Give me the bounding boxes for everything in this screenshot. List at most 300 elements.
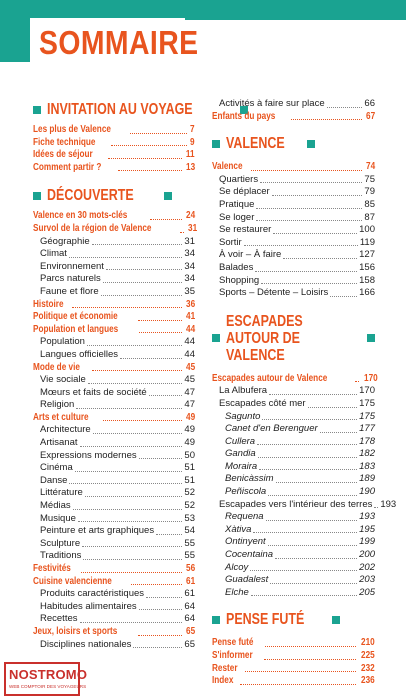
- leader-dots: [81, 572, 182, 573]
- toc-entry-label: Religion: [40, 399, 75, 411]
- leader-dots: [253, 532, 357, 533]
- leader-dots: [120, 358, 182, 359]
- toc-entry-sub: [212, 549, 375, 562]
- bullet-square-icon: [307, 140, 315, 148]
- toc-entry-sub: [33, 639, 195, 652]
- leader-dots: [87, 345, 183, 346]
- toc-entry-label: Quartiers: [219, 173, 259, 185]
- toc-page-number: 36: [185, 298, 195, 310]
- toc-entry-main: [33, 210, 195, 223]
- toc-entry-label: Idées de séjour: [33, 149, 93, 161]
- section-heading: [212, 612, 375, 628]
- toc-entry-sub: [33, 286, 195, 299]
- toc-entry-main: [212, 663, 375, 676]
- toc-entry-label: Environnement: [40, 260, 104, 272]
- toc-entry-main: [33, 299, 195, 312]
- toc-page-number: 182: [359, 448, 375, 460]
- toc-entry-label: Shopping: [219, 274, 260, 286]
- toc-entry-label: Escapades autour de Valence: [212, 372, 328, 384]
- toc-entry-sub: [33, 437, 195, 450]
- toc-page-number: 55: [184, 537, 195, 549]
- toc-entry-sub: [33, 601, 195, 614]
- section-heading: [212, 136, 375, 152]
- toc-entry-label: Recettes: [40, 613, 78, 625]
- toc-left-column: [33, 96, 195, 651]
- leader-dots: [156, 534, 182, 535]
- toc-page-number: 45: [184, 374, 195, 386]
- toc-page-number: 64: [184, 600, 195, 612]
- toc-page-number: 189: [359, 473, 375, 485]
- page-title: SOMMAIRE: [39, 24, 199, 61]
- toc-page-number: 7: [190, 124, 195, 135]
- leader-dots: [93, 433, 183, 434]
- leader-dots: [320, 432, 357, 433]
- toc-page-number: 47: [184, 399, 195, 411]
- leader-dots: [251, 595, 357, 596]
- toc-entry-label: Produits caractéristiques: [40, 588, 145, 600]
- toc-entry-label: Cullera: [225, 435, 256, 447]
- leader-dots: [82, 546, 182, 547]
- leader-dots: [75, 471, 183, 472]
- section-title: [226, 313, 331, 364]
- leader-dots: [133, 647, 182, 648]
- toc-page-number: 195: [359, 523, 375, 535]
- toc-page-number: 156: [359, 261, 375, 273]
- toc-entry-sub: [33, 550, 195, 563]
- toc-entry-sub: [33, 450, 195, 463]
- toc-page-number: 200: [359, 549, 375, 561]
- toc-page-number: 51: [184, 474, 195, 486]
- toc-page-number: 55: [184, 550, 195, 562]
- toc-page-number: 9: [190, 136, 195, 148]
- toc-page-number: 65: [185, 625, 195, 637]
- toc-entry-sub: [212, 212, 375, 225]
- toc-entry-label: Comment partir ?: [33, 161, 102, 173]
- toc-entry-sub: [33, 236, 195, 249]
- toc-entry-main: [212, 675, 375, 688]
- toc-page-number: 190: [359, 486, 375, 498]
- toc-entry-main: [33, 137, 195, 150]
- toc-page-number: 52: [184, 487, 195, 499]
- leader-dots: [269, 394, 357, 395]
- toc-entry-sub: [212, 536, 375, 549]
- toc-page-number: 199: [359, 536, 375, 548]
- toc-entry-sub: [212, 98, 375, 111]
- toc-entry-label: Xàtiva: [225, 523, 252, 535]
- toc-entry-label: Sortir: [219, 236, 242, 248]
- section-title-line1: ESCAPADES: [226, 312, 303, 330]
- toc-page-number: 203: [359, 574, 375, 586]
- toc-entry-sub: [33, 613, 195, 626]
- toc-entry-sub: [33, 500, 195, 513]
- toc-page-number: 170: [363, 372, 378, 384]
- toc-page-number: 49: [184, 437, 195, 449]
- leader-dots: [180, 232, 184, 233]
- toc-entry-main: [212, 637, 375, 650]
- toc-entry-label: Guadalest: [225, 574, 269, 586]
- toc-page-number: 34: [184, 273, 195, 285]
- bullet-square-icon: [212, 616, 220, 624]
- toc-entry-main: [33, 576, 195, 589]
- toc-entry-main: [212, 650, 375, 663]
- toc-entry-sub: [212, 199, 375, 212]
- leader-dots: [272, 195, 363, 196]
- toc-entry-sub: [33, 261, 195, 274]
- toc-page-number: 175: [359, 410, 375, 422]
- toc-entry-sub: [33, 248, 195, 261]
- toc-entry-label: Expressions modernes: [40, 449, 137, 461]
- toc-entry-label: Elche: [225, 586, 249, 598]
- leader-dots: [355, 381, 359, 382]
- toc-entry-sub: [212, 262, 375, 275]
- toc-entry-sub: [212, 562, 375, 575]
- toc-entry-label: Parcs naturels: [40, 273, 101, 285]
- toc-entry-label: Habitudes alimentaires: [40, 600, 137, 612]
- bullet-square-icon: [332, 616, 340, 624]
- toc-entry-label: Alcoy: [225, 561, 249, 573]
- toc-entry-sub: [212, 237, 375, 250]
- toc-entry-label: Les plus de Valence: [33, 124, 111, 135]
- toc-entry-main: [33, 412, 195, 425]
- toc-entry-sub: [212, 385, 375, 398]
- leader-dots: [76, 408, 182, 409]
- toc-entry-label: Escapades côté mer: [219, 397, 306, 409]
- toc-entry-label: Cocentaina: [225, 549, 274, 561]
- bullet-square-icon: [212, 140, 220, 148]
- section-title: VALENCE: [226, 135, 285, 153]
- toc-page-number: 56: [185, 563, 195, 574]
- toc-entry-sub: [33, 387, 195, 400]
- toc-entry-sub: [212, 411, 375, 424]
- toc-entry-main: [33, 324, 195, 337]
- toc-entry-label: Festivités: [33, 563, 71, 574]
- toc-entry-label: Rester: [212, 662, 238, 674]
- toc-page-number: 183: [359, 460, 375, 472]
- leader-dots: [259, 469, 357, 470]
- toc-entry-label: Ontinyent: [225, 536, 266, 548]
- leader-dots: [268, 545, 357, 546]
- toc-page-number: 31: [187, 222, 197, 234]
- leader-dots: [108, 158, 183, 159]
- leader-dots: [240, 684, 356, 685]
- toc-entry-label: Mœurs et faits de société: [40, 386, 147, 398]
- leader-dots: [131, 584, 182, 585]
- toc-entry-sub: [212, 186, 375, 199]
- toc-entry-label: Peñiscola: [225, 486, 267, 498]
- toc-entry-label: Valence: [212, 161, 243, 173]
- section-heading: [212, 313, 375, 364]
- toc-entry-label: Gandia: [225, 448, 256, 460]
- toc-entry-label: Fiche technique: [33, 136, 96, 148]
- section-heading: [33, 102, 195, 118]
- leader-dots: [150, 219, 182, 220]
- logo-tagline: WEB COMPTOIR DES VOYAGEURS: [9, 684, 87, 689]
- toc-page-number: 47: [184, 386, 195, 398]
- toc-entry-main: [33, 149, 195, 162]
- toc-entry-label: Pense futé: [212, 637, 254, 649]
- toc-page-number: 11: [186, 149, 195, 161]
- toc-page-number: 52: [184, 500, 195, 512]
- toc-entry-label: Se loger: [219, 211, 255, 223]
- toc-entry-sub: [33, 525, 195, 538]
- leader-dots: [276, 482, 358, 483]
- leader-dots: [270, 583, 357, 584]
- toc-entry-label: Cuisine valencienne: [33, 575, 112, 587]
- bullet-square-icon: [33, 106, 41, 114]
- toc-page-number: 166: [359, 287, 375, 299]
- toc-entry-main: [33, 311, 195, 324]
- toc-entry-label: Climat: [40, 248, 67, 260]
- toc-entry-sub: [212, 224, 375, 237]
- toc-page-number: 13: [185, 161, 195, 173]
- toc-page-number: 75: [364, 173, 375, 185]
- leader-dots: [103, 282, 183, 283]
- toc-page-number: 127: [359, 249, 375, 261]
- leader-dots: [268, 495, 357, 496]
- toc-page-number: 45: [185, 361, 195, 373]
- leader-dots: [244, 245, 358, 246]
- leader-dots: [273, 233, 357, 234]
- leader-dots: [80, 446, 183, 447]
- toc-entry-label: À voir – À faire: [219, 249, 282, 261]
- toc-entry-sub: [212, 587, 375, 600]
- toc-entry-label: Arts et culture: [33, 411, 89, 423]
- toc-entry-sub: [212, 574, 375, 587]
- toc-page-number: 61: [184, 588, 195, 600]
- toc-page-number: 64: [184, 613, 195, 625]
- leader-dots: [257, 444, 357, 445]
- toc-entry-label: Géographie: [40, 235, 90, 247]
- toc-entry-sub: [33, 475, 195, 488]
- toc-page-number: 24: [185, 210, 195, 222]
- toc-entry-sub: [33, 399, 195, 412]
- toc-entry-label: Mode de vie: [33, 361, 80, 373]
- toc-page-number: 79: [364, 186, 375, 198]
- toc-entry-main: [33, 626, 195, 639]
- toc-entry-label: Disciplines nationales: [40, 638, 132, 650]
- toc-page-number: 205: [359, 586, 375, 598]
- toc-entry-label: Enfants du pays: [212, 110, 276, 122]
- leader-dots: [265, 646, 357, 647]
- leader-dots: [291, 119, 362, 120]
- leader-dots: [327, 107, 363, 108]
- toc-page-number: 35: [184, 285, 195, 297]
- toc-page-number: 53: [184, 512, 195, 524]
- toc-page-number: 49: [185, 411, 195, 423]
- toc-entry-label: Jeux, loisirs et sports: [33, 625, 118, 637]
- leader-dots: [78, 521, 183, 522]
- toc-entry-label: Se déplacer: [219, 186, 270, 198]
- toc-page-number: 31: [184, 235, 195, 247]
- toc-entry-main: [33, 362, 195, 375]
- toc-entry-label: Population et langues: [33, 323, 119, 335]
- toc-entry-sub: [33, 462, 195, 475]
- section-title: PENSE FUTÉ: [226, 611, 305, 629]
- toc-entry-main: [33, 162, 195, 175]
- toc-page-number: 158: [359, 274, 375, 286]
- toc-page-number: 100: [359, 224, 375, 236]
- logo-name: NOSTROMO: [9, 667, 88, 682]
- toc-page-number: 236: [361, 675, 375, 687]
- toc-entry-sub: [212, 174, 375, 187]
- leader-dots: [88, 383, 183, 384]
- toc-entry-sub: [33, 273, 195, 286]
- toc-entry-label: Sports – Détente – Loisirs: [219, 287, 329, 299]
- bullet-square-icon: [164, 192, 172, 200]
- toc-entry-sub: [33, 513, 195, 526]
- toc-page-number: 61: [185, 575, 195, 587]
- toc-entry-label: Index: [212, 675, 234, 687]
- leader-dots: [101, 295, 183, 296]
- section-title-line2: AUTOUR DE VALENCE: [226, 329, 300, 364]
- toc-page-number: 232: [361, 662, 375, 674]
- toc-entry-label: La Albufera: [219, 385, 268, 397]
- leader-dots: [139, 332, 182, 333]
- toc-entry-label: Danse: [40, 474, 68, 486]
- leader-dots: [92, 370, 182, 371]
- leader-dots: [149, 395, 183, 396]
- toc-entry-main: [212, 372, 378, 386]
- toc-entry-sub: [33, 538, 195, 551]
- bullet-square-icon: [33, 192, 41, 200]
- toc-entry-sub: [212, 511, 375, 524]
- leader-dots: [258, 457, 358, 458]
- leader-dots: [245, 671, 356, 672]
- toc-page-number: 193: [380, 498, 397, 510]
- toc-entry-label: Littérature: [40, 487, 83, 499]
- toc-page-number: 193: [359, 511, 375, 523]
- toc-page-number: 170: [359, 385, 375, 397]
- toc-entry-label: Musique: [40, 512, 76, 524]
- leader-dots: [92, 244, 183, 245]
- toc-entry-label: Benicàssim: [225, 473, 274, 485]
- toc-entry-sub: [212, 423, 375, 436]
- toc-page-number: 50: [184, 449, 195, 461]
- toc-entry-label: Pratique: [219, 198, 255, 210]
- leader-dots: [251, 170, 362, 171]
- toc-entry-label: Sagunto: [225, 410, 261, 422]
- toc-entry-sub: [212, 498, 397, 512]
- leader-dots: [330, 296, 357, 297]
- toc-entry-label: Traditions: [40, 550, 82, 562]
- toc-page-number: 67: [365, 110, 375, 122]
- toc-entry-sub: [33, 424, 195, 437]
- toc-page-number: 51: [184, 462, 195, 474]
- toc-entry-label: Vie sociale: [40, 374, 86, 386]
- leader-dots: [283, 258, 357, 259]
- toc-entry-sub: [33, 336, 195, 349]
- toc-entry-label: Sculpture: [40, 537, 81, 549]
- toc-entry-label: Médias: [40, 500, 71, 512]
- toc-entry-label: Balades: [219, 261, 254, 273]
- leader-dots: [139, 458, 183, 459]
- leader-dots: [255, 271, 357, 272]
- toc-entry-label: Langues officielles: [40, 348, 118, 360]
- toc-entry-label: Artisanat: [40, 437, 78, 449]
- toc-entry-sub: [212, 275, 375, 288]
- toc-entry-sub: [212, 524, 375, 537]
- leader-dots: [80, 622, 183, 623]
- leader-dots: [130, 133, 187, 134]
- toc-entry-label: Se restaurer: [219, 224, 272, 236]
- toc-entry-sub: [212, 287, 375, 300]
- leader-dots: [256, 220, 362, 221]
- toc-entry-label: Politique et économie: [33, 311, 118, 323]
- leader-dots: [374, 507, 378, 508]
- leader-dots: [250, 570, 357, 571]
- toc-entry-label: Canet d'en Berenguer: [225, 423, 318, 435]
- leader-dots: [85, 496, 183, 497]
- toc-entry-sub: [212, 249, 375, 262]
- toc-page-number: 202: [359, 561, 375, 573]
- toc-entry-label: Requena: [225, 511, 264, 523]
- bullet-square-icon: [212, 334, 220, 342]
- toc-entry-label: Activités à faire sur place: [219, 98, 325, 109]
- leader-dots: [256, 208, 362, 209]
- leader-dots: [264, 659, 357, 660]
- toc-page-number: 44: [184, 348, 195, 360]
- leader-dots: [111, 145, 187, 146]
- toc-entry-sub: [33, 588, 195, 601]
- leader-dots: [139, 609, 183, 610]
- nostromo-logo: [4, 662, 88, 696]
- leader-dots: [261, 283, 357, 284]
- toc-entry-label: Faune et flore: [40, 285, 99, 297]
- leader-dots: [69, 257, 183, 258]
- toc-page-number: 210: [361, 637, 375, 649]
- toc-page-number: 44: [184, 336, 195, 348]
- section-heading: [33, 188, 195, 204]
- toc-page-number: 34: [184, 260, 195, 272]
- toc-entry-label: Valence en 30 mots-clés: [33, 210, 128, 222]
- leader-dots: [83, 559, 182, 560]
- toc-entry-sub: [212, 486, 375, 499]
- leader-dots: [266, 520, 358, 521]
- toc-entry-sub: [33, 487, 195, 500]
- toc-entry-sub: [212, 461, 375, 474]
- toc-entry-sub: [212, 436, 375, 449]
- toc-entry-label: Escapades vers l'intérieur des terres: [219, 498, 373, 510]
- toc-page-number: 54: [184, 525, 195, 537]
- toc-entry-main: [33, 124, 195, 137]
- toc-entry-label: Cinéma: [40, 462, 73, 474]
- toc-entry-main: [212, 111, 375, 124]
- toc-entry-label: Population: [40, 336, 85, 348]
- toc-page-number: 66: [364, 98, 375, 109]
- leader-dots: [146, 597, 182, 598]
- toc-page-number: 87: [364, 211, 375, 223]
- leader-dots: [72, 307, 182, 308]
- leader-dots: [103, 420, 182, 421]
- toc-page-number: 175: [359, 397, 375, 409]
- section-title: INVITATION AU VOYAGE: [47, 101, 193, 118]
- leader-dots: [138, 320, 182, 321]
- toc-page-number: 177: [359, 423, 375, 435]
- leader-dots: [73, 509, 183, 510]
- leader-dots: [138, 635, 182, 636]
- leader-dots: [262, 419, 357, 420]
- toc-right-column: [212, 98, 397, 688]
- leader-dots: [260, 182, 362, 183]
- toc-page-number: 41: [185, 311, 195, 323]
- toc-entry-main: [212, 161, 375, 174]
- toc-page-number: 225: [361, 650, 375, 661]
- toc-entry-label: Peinture et arts graphiques: [40, 525, 155, 537]
- leader-dots: [118, 170, 182, 171]
- toc-page-number: 34: [184, 248, 195, 260]
- toc-entry-label: Moraira: [225, 460, 258, 472]
- toc-entry-label: Histoire: [33, 298, 64, 310]
